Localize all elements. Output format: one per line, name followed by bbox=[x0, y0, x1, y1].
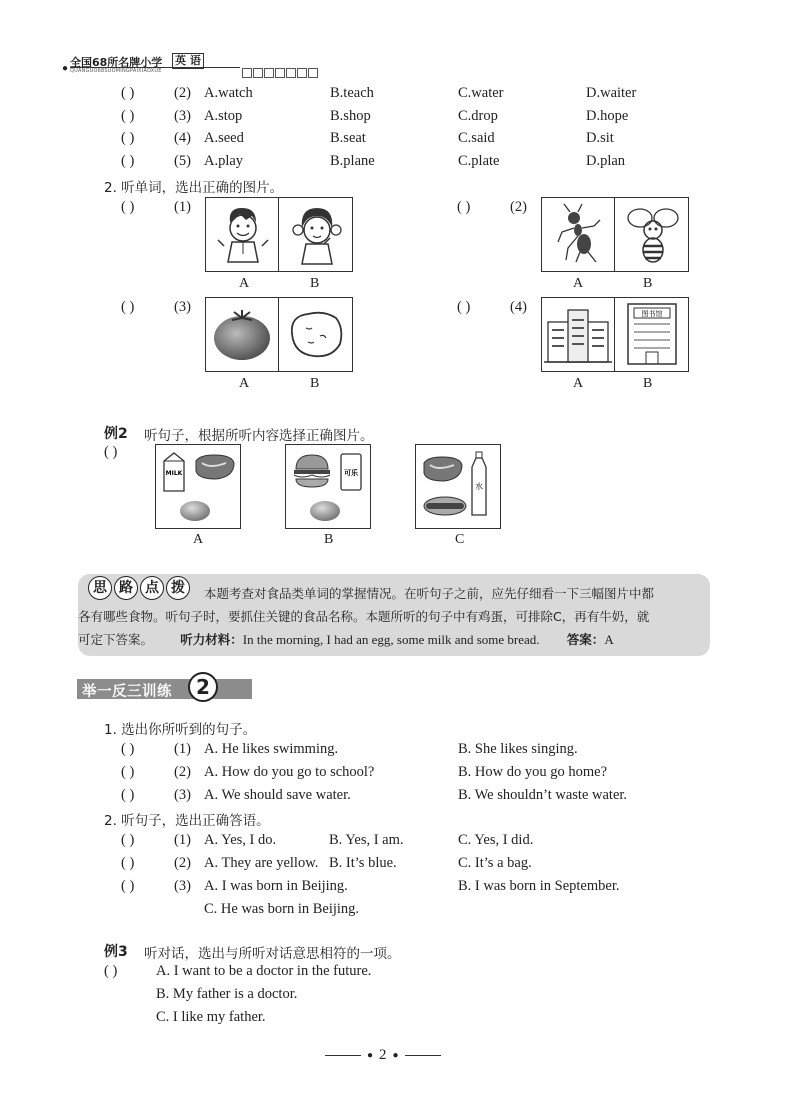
milk-icon[interactable] bbox=[160, 451, 188, 493]
option-b: B. How do you go home? bbox=[458, 764, 608, 780]
example-2-option-c bbox=[415, 444, 501, 529]
practice-q1-title: 1. 选出你所听到的句子。 bbox=[104, 722, 257, 738]
option-d: D.hope bbox=[586, 108, 629, 124]
option-a: A.seed bbox=[204, 130, 244, 146]
answer-bracket[interactable]: ( ) bbox=[121, 878, 135, 894]
answer-bracket[interactable]: ( ) bbox=[121, 108, 135, 124]
header-rule bbox=[70, 67, 240, 68]
listening-material-label: 听力材料： bbox=[180, 632, 243, 647]
item-number: (4) bbox=[510, 299, 527, 315]
bee-icon[interactable] bbox=[622, 202, 684, 266]
egg-icon[interactable] bbox=[308, 499, 342, 523]
potato-icon[interactable] bbox=[284, 304, 348, 364]
option-label: A bbox=[573, 376, 584, 391]
practice-banner-title: 举一反三训练 bbox=[82, 684, 172, 700]
option-a: A. I was born in Beijing. bbox=[204, 878, 348, 894]
milk-label: MILK bbox=[165, 470, 183, 477]
option-label: A bbox=[573, 276, 584, 291]
option-a: A. He likes swimming. bbox=[204, 741, 339, 757]
header-squares bbox=[242, 66, 319, 83]
option-b: B. Yes, I am. bbox=[329, 832, 404, 848]
answer-bracket[interactable]: ( ) bbox=[121, 299, 135, 315]
item-number: (1) bbox=[174, 199, 191, 215]
footer-dot: ● bbox=[392, 1050, 399, 1061]
analysis-tip-title bbox=[88, 576, 190, 600]
answer-bracket[interactable]: ( ) bbox=[121, 855, 135, 871]
hospital-icon[interactable] bbox=[544, 304, 612, 366]
option-label: B bbox=[324, 532, 334, 547]
example-2-label: 例2 bbox=[104, 426, 128, 442]
item-number: (2) bbox=[174, 85, 191, 101]
hotdog-icon[interactable] bbox=[422, 495, 468, 517]
item-number: (3) bbox=[174, 299, 191, 315]
practice-banner-number: 2 bbox=[188, 672, 218, 702]
item-number: (2) bbox=[174, 855, 191, 871]
cola-icon[interactable] bbox=[338, 451, 364, 493]
item-number: (5) bbox=[174, 153, 191, 169]
example-2-prompt: 听句子，根据所听内容选择正确图片。 bbox=[144, 428, 374, 444]
answer-bracket[interactable]: ( ) bbox=[121, 153, 135, 169]
option-b: B. It’s blue. bbox=[329, 855, 397, 871]
header-subject: 英 语 bbox=[172, 53, 204, 69]
answer-bracket[interactable]: ( ) bbox=[121, 832, 135, 848]
water-bottle-icon[interactable] bbox=[468, 451, 490, 517]
example-3-prompt: 听对话，选出与所听对话意思相符的一项。 bbox=[144, 946, 401, 962]
option-label: C bbox=[455, 532, 465, 547]
example-3-option-a: A. I want to be a doctor in the future. bbox=[156, 963, 372, 979]
practice-q2-title: 2. 听句子，选出正确答语。 bbox=[104, 813, 270, 829]
option-label: B bbox=[310, 276, 320, 291]
option-label: B bbox=[310, 376, 320, 391]
option-b: B. I was born in September. bbox=[458, 878, 620, 894]
option-a: A.watch bbox=[204, 85, 253, 101]
answer-bracket[interactable]: ( ) bbox=[121, 787, 135, 803]
page-footer bbox=[325, 1047, 441, 1064]
item-number: (1) bbox=[174, 741, 191, 757]
header-bullet: ● bbox=[62, 63, 69, 74]
option-b: B.seat bbox=[330, 130, 366, 146]
option-c: C.drop bbox=[458, 108, 498, 124]
option-d: D.sit bbox=[586, 130, 614, 146]
option-b: B. She likes singing. bbox=[458, 741, 578, 757]
answer-bracket[interactable]: ( ) bbox=[121, 85, 135, 101]
listening-material-text: In the morning, I had an egg, some milk and some bread. bbox=[242, 632, 540, 647]
item-number: (2) bbox=[174, 764, 191, 780]
library-icon[interactable] bbox=[618, 302, 686, 366]
option-c: C. He was born in Beijing. bbox=[204, 901, 360, 917]
option-a: A. How do you go to school? bbox=[204, 764, 375, 780]
question-2-title: 2. 听单词，选出正确的图片。 bbox=[104, 180, 284, 196]
option-a: A.stop bbox=[204, 108, 243, 124]
item-number: (3) bbox=[174, 787, 191, 803]
option-c: C.plate bbox=[458, 153, 500, 169]
picture-pair-2 bbox=[541, 197, 689, 272]
option-d: D.plan bbox=[586, 153, 626, 169]
tomato-icon[interactable] bbox=[210, 304, 274, 364]
option-a: A. Yes, I do. bbox=[204, 832, 277, 848]
option-label: A bbox=[193, 532, 204, 547]
picture-pair-1 bbox=[205, 197, 353, 272]
option-a: A.play bbox=[204, 153, 244, 169]
picture-pair-4 bbox=[541, 297, 689, 372]
answer-bracket[interactable]: ( ) bbox=[121, 741, 135, 757]
option-b: B.shop bbox=[330, 108, 371, 124]
answer-label: 答案： bbox=[566, 632, 605, 647]
meat-icon[interactable] bbox=[194, 453, 236, 481]
tip-line-1: 本题考查对食品类单词的掌握情况。在听句子之前，应先仔细看一下三幅图片中都 bbox=[204, 586, 655, 601]
option-d: D.waiter bbox=[586, 85, 637, 101]
answer-bracket[interactable]: ( ) bbox=[457, 199, 471, 215]
answer-bracket[interactable]: ( ) bbox=[104, 963, 118, 979]
item-number: (2) bbox=[510, 199, 527, 215]
option-label: B bbox=[643, 376, 653, 391]
example-3-option-b: B. My father is a doctor. bbox=[156, 986, 298, 1002]
item-number: (3) bbox=[174, 878, 191, 894]
option-label: A bbox=[239, 376, 250, 391]
option-c: C. Yes, I did. bbox=[458, 832, 534, 848]
header-title: 全国68所名牌小学 bbox=[70, 56, 163, 69]
item-number: (1) bbox=[174, 832, 191, 848]
tip-line-2: 各有哪些食物。听句子时，要抓住关键的食品名称。本题所听的句子中有鸡蛋，可排除C，再有牛奶，就 bbox=[78, 609, 650, 624]
example-2-option-a bbox=[155, 444, 241, 529]
tip-title-char: 路 bbox=[114, 576, 138, 600]
option-c: C.said bbox=[458, 130, 495, 146]
answer-bracket[interactable]: ( ) bbox=[104, 444, 118, 460]
footer-rule-left bbox=[325, 1055, 361, 1056]
option-label: B bbox=[643, 276, 653, 291]
footer-dot: ● bbox=[367, 1050, 374, 1061]
answer-value: A bbox=[604, 632, 614, 647]
example-3-label: 例3 bbox=[104, 944, 128, 960]
footer-rule-right bbox=[405, 1055, 441, 1056]
practice-banner-rule bbox=[218, 697, 252, 699]
item-number: (4) bbox=[174, 130, 191, 146]
example-3-option-c: C. I like my father. bbox=[156, 1009, 266, 1025]
header-subtitle: QUANGUO68SUOMINGPAIXIAOXUE bbox=[70, 68, 162, 74]
tip-line-3-prefix: 可定下答案。 bbox=[78, 632, 154, 647]
water-label: 水 bbox=[475, 482, 483, 491]
tip-title-char: 点 bbox=[140, 576, 164, 600]
meat-icon[interactable] bbox=[422, 455, 464, 483]
tip-line-3 bbox=[78, 630, 614, 648]
answer-bracket[interactable]: ( ) bbox=[121, 130, 135, 146]
option-b: B.teach bbox=[330, 85, 374, 101]
page-number: 2 bbox=[379, 1047, 387, 1063]
ant-icon[interactable] bbox=[548, 202, 610, 266]
hamburger-icon[interactable] bbox=[292, 453, 332, 489]
option-c: C.water bbox=[458, 85, 504, 101]
tip-title-char: 思 bbox=[88, 576, 112, 600]
egg-icon[interactable] bbox=[178, 499, 212, 523]
tip-title-char: 拨 bbox=[166, 576, 190, 600]
option-b: B. We shouldn’t waste water. bbox=[458, 787, 628, 803]
answer-bracket[interactable]: ( ) bbox=[121, 199, 135, 215]
library-sign-text: 图书馆 bbox=[641, 310, 663, 318]
boy-icon[interactable] bbox=[212, 202, 274, 266]
option-a: A. They are yellow. bbox=[204, 855, 319, 871]
example-2-option-b bbox=[285, 444, 371, 529]
picture-pair-3 bbox=[205, 297, 353, 372]
girl-icon[interactable] bbox=[286, 202, 348, 266]
answer-bracket[interactable]: ( ) bbox=[121, 764, 135, 780]
option-a: A. We should save water. bbox=[204, 787, 351, 803]
option-c: C. It’s a bag. bbox=[458, 855, 532, 871]
cola-label: 可乐 bbox=[344, 469, 358, 477]
item-number: (3) bbox=[174, 108, 191, 124]
option-label: A bbox=[239, 276, 250, 291]
answer-bracket[interactable]: ( ) bbox=[457, 299, 471, 315]
option-b: B.plane bbox=[330, 153, 375, 169]
